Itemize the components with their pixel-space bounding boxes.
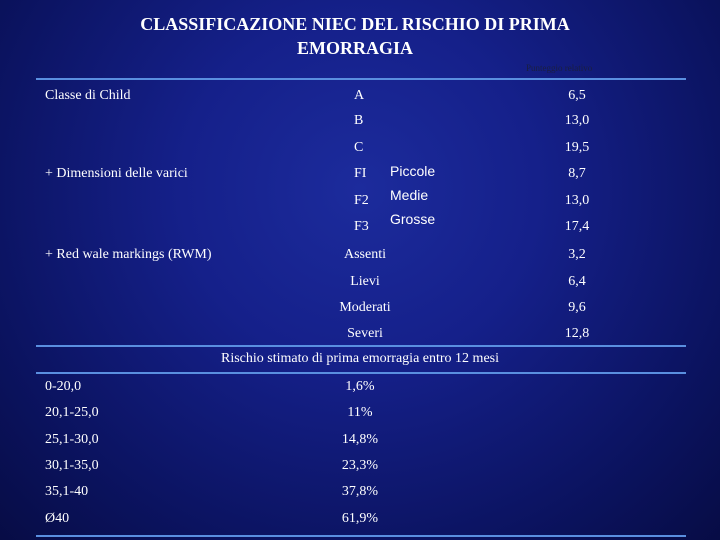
- varices-score: 8,7: [568, 166, 586, 181]
- child-class-label: C: [354, 140, 364, 155]
- risk-percentage: 14,8%: [341, 432, 379, 447]
- rwm-grade-label: Lievi: [350, 274, 380, 289]
- rwm-score: 12,8: [564, 326, 590, 341]
- rwm-grade-label: Assenti: [344, 247, 386, 262]
- risk-percentage: 37,8%: [341, 484, 379, 499]
- risk-percentage: 11%: [347, 405, 373, 420]
- page-title: [0, 12, 710, 60]
- varices-size-desc: Medie: [390, 187, 429, 203]
- middle-divider: [36, 345, 686, 347]
- varices-score: 13,0: [564, 193, 590, 208]
- varices-size-desc: Piccole: [390, 163, 436, 179]
- risk-score-range: 20,1-25,0: [45, 405, 99, 420]
- risk-score-range: 35,1-40: [45, 484, 89, 499]
- risk-score-range: 25,1-30,0: [45, 432, 99, 447]
- top-divider: [36, 78, 686, 80]
- child-class-score: 13,0: [564, 113, 590, 128]
- factor-rwm-label: + Red wale markings (RWM): [45, 247, 212, 262]
- rwm-grade-label: Severi: [347, 326, 383, 341]
- risk-score-range: 30,1-35,0: [45, 458, 99, 473]
- varices-score: 17,4: [564, 219, 590, 234]
- factor-child-label: Classe di Child: [45, 88, 131, 103]
- risk-percentage: 1,6%: [345, 379, 375, 394]
- bottom-divider: [36, 535, 686, 537]
- title-line-1: CLASSIFICAZIONE NIEC DEL RISCHIO DI PRIMA: [140, 14, 570, 34]
- varices-grade-label: F3: [354, 219, 369, 234]
- risk-percentage: 23,3%: [341, 458, 379, 473]
- varices-size-desc: Grosse: [390, 211, 436, 227]
- title-line-2: EMORRAGIA: [297, 38, 413, 58]
- risk-score-range-last: [45, 511, 69, 527]
- risk-score-range: 0-20,0: [45, 379, 82, 394]
- child-class-score: 6,5: [568, 88, 586, 103]
- arrow-bullet-icon: Ø: [45, 511, 56, 526]
- child-class-label: A: [354, 88, 365, 103]
- rwm-score: 3,2: [568, 247, 586, 262]
- risk-percentage: 61,9%: [341, 511, 379, 526]
- risk-section-header: Rischio stimato di prima emorragia entro 12 mesi: [221, 351, 499, 366]
- score-column-header: Punteggio relativo: [526, 63, 593, 73]
- child-class-label: B: [354, 113, 364, 128]
- rwm-grade-label: Moderati: [339, 300, 391, 315]
- rwm-score: 6,4: [568, 274, 586, 289]
- varices-grade-label: FI: [354, 166, 367, 181]
- risk-score-range-value: 40: [55, 511, 70, 526]
- risk-header-divider: [36, 372, 686, 374]
- varices-grade-label: F2: [354, 193, 369, 208]
- child-class-score: 19,5: [564, 140, 590, 155]
- rwm-score: 9,6: [568, 300, 586, 315]
- factor-varices-label: + Dimensioni delle varici: [45, 166, 188, 181]
